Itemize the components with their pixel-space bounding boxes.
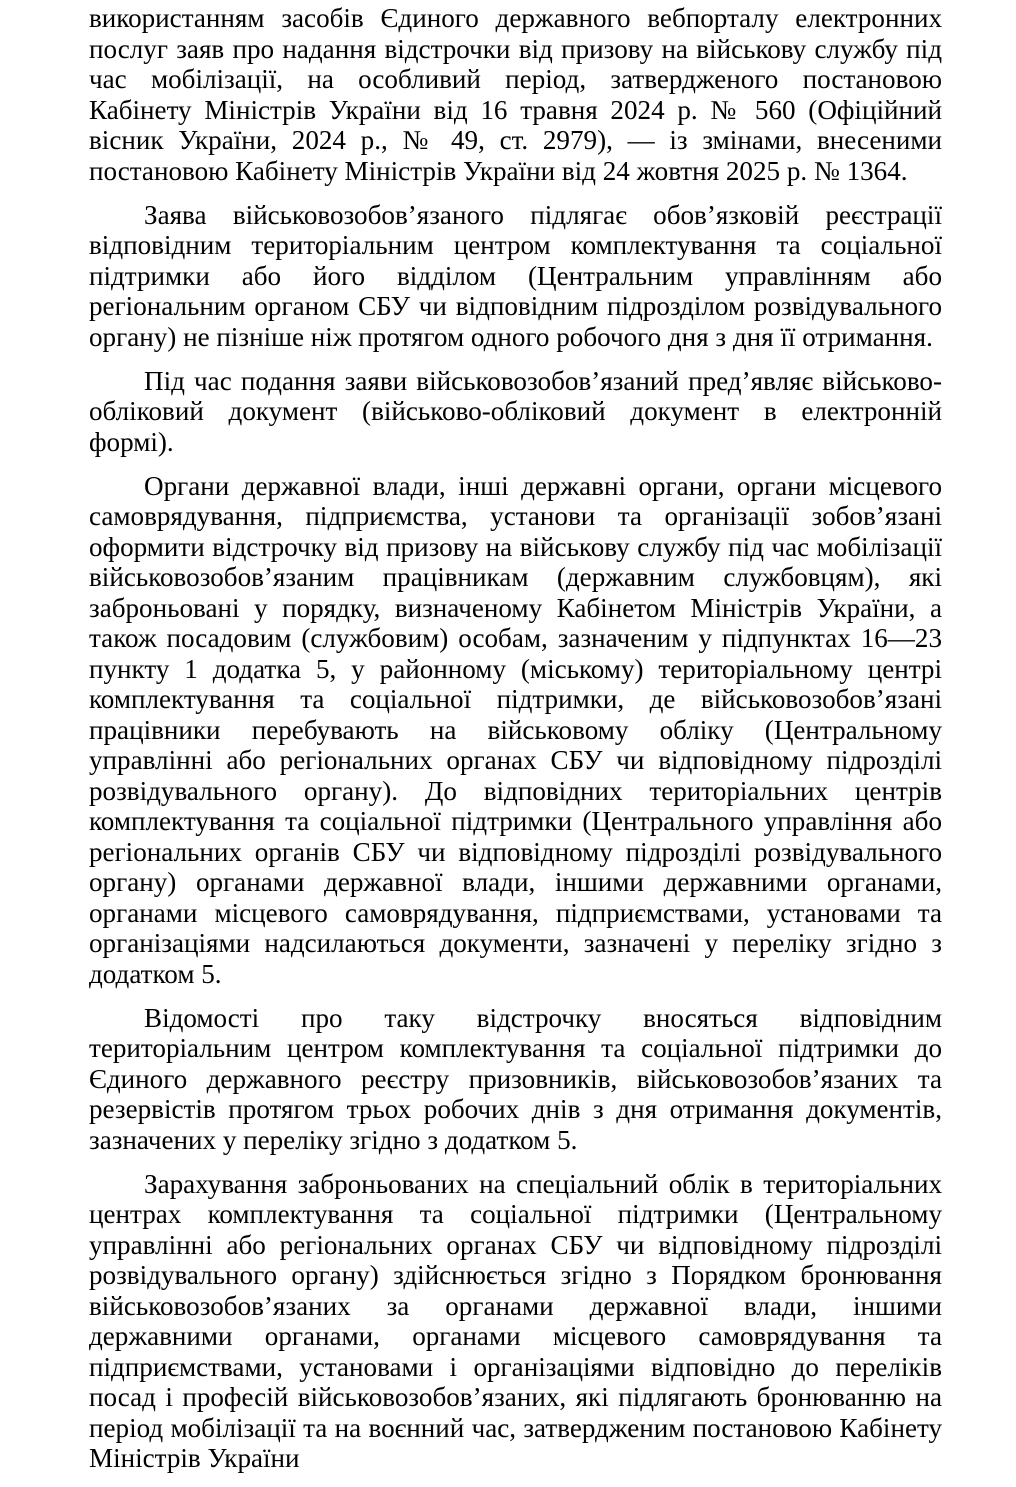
- document-page: [89, 3, 942, 1487]
- paragraph-military-document: Під час подання заяви військовозобов’язаний пред’являє військово-обліковий документ (військово-обліковий документ в електронній формі).: [89, 365, 942, 457]
- paragraph-application-registration: Заява військовозобов’язаного підлягає обов’язковій реєстрації відповідним територіальним центром комплектування та соціальної підтримки або його відділом (Центральним управлінням або регіональним органом СБУ чи відповідним підрозділом розвідувального органу) не пізніше ніж протягом одного робочого дня з дня її отримання.: [89, 199, 942, 352]
- paragraph-continuation: використанням засобів Єдиного державного вебпорталу електронних послуг заяв про надання відстрочки від призову на військову службу під час мобілізації, на особливий період, затвердженого постановою Кабінету Міністрів України від 16 травня 2024 р. № 560 (Офіційний вісник України, 2024 р., № 49, ст. 2979), — із змінами, внесеними постановою Кабінету Міністрів України від 24 жовтня 2025 р. № 1364.: [89, 3, 942, 186]
- paragraph-register-entry: Відомості про таку відстрочку вносяться відповідним територіальним центром комплектування та соціальної підтримки до Єдиного державного реєстру призовників, військовозобов’язаних та резервістів протягом трьох робочих днів з дня отримання документів, зазначених у переліку згідно з додатком 5.: [89, 1002, 942, 1155]
- paragraph-special-registration: Зарахування заброньованих на спеціальний облік в територіальних центрах комплектування та соціальної підтримки (Центральному управлінні або регіональних органах СБУ чи відповідному підрозділі розвідувального органу) здійснюється згідно з Порядком бронювання військовозобов’язаних за органами державної влади, іншими державними органами, органами місцевого самоврядування та підприємствами, установами і організаціями відповідно до переліків посад і професій військовозобов’язаних, які підлягають бронюванню на період мобілізації та на воєнний час, затвердженим постановою Кабінету Міністрів України: [89, 1168, 942, 1473]
- paragraph-authorities-obligation: Органи державної влади, інші державні органи, органи місцевого самоврядування, підприємства, установи та організації зобов’язані оформити відстрочку від призову на військову службу під час мобілізації військовозобов’язаним працівникам (державним службовцям), які заброньовані у порядку, визначеному Кабінетом Міністрів України, а також посадовим (службовим) особам, зазначеним у підпунктах 16—23 пункту 1 додатка 5, у районному (міському) територіальному центрі комплектування та соціальної підтримки, де військовозобов’язані працівники перебувають на військовому обліку (Центральному управлінні або регіональних органах СБУ чи відповідному підрозділі розвідувального органу). До відповідних територіальних центрів комплектування та соціальної підтримки (Центрального управління або регіональних органів СБУ чи відповідному підрозділі розвідувального органу) органами державної влади, іншими державними органами, органами місцевого самоврядування, підприємствами, установами та організаціями надсилаються документи, зазначені у переліку згідно з додатком 5.: [89, 470, 942, 989]
